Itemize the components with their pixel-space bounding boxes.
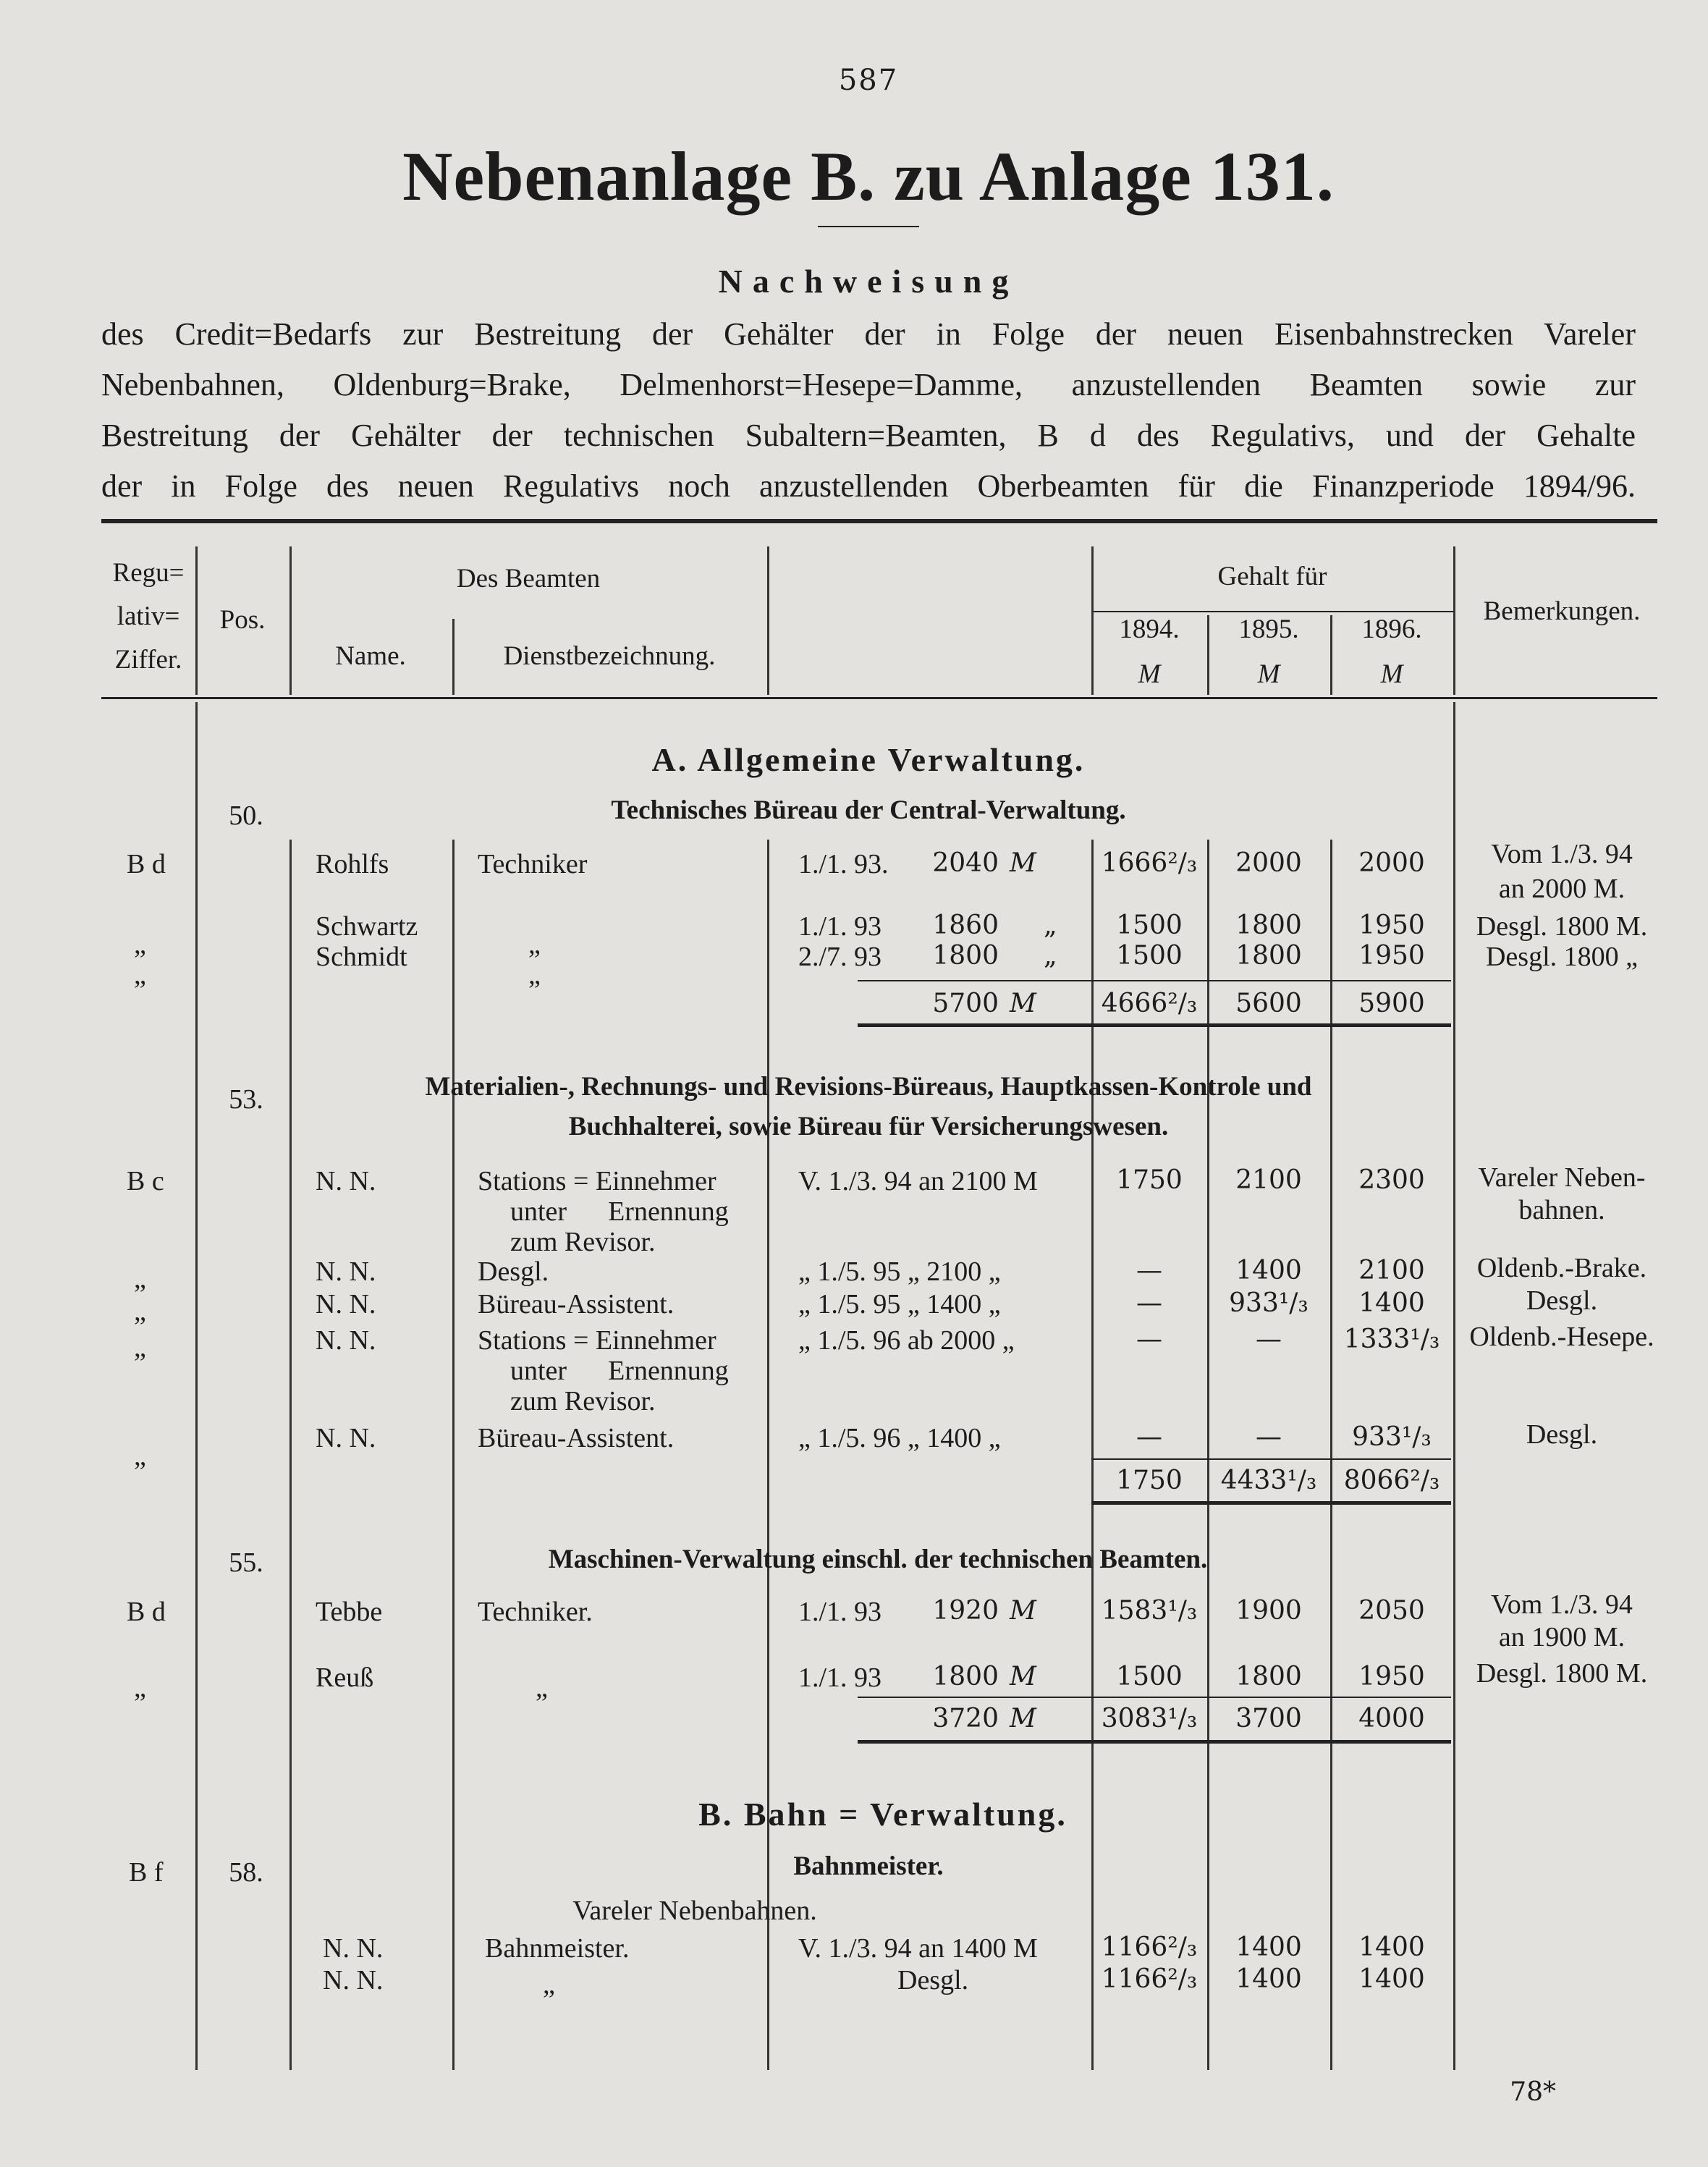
bemerkung: Desgl. <box>1526 1285 1598 1316</box>
dienst: Desgl. <box>478 1256 549 1287</box>
ziffer: „ <box>134 1264 146 1294</box>
betrag: 1800 <box>932 1662 999 1691</box>
value-1895: 1800 <box>1235 911 1302 940</box>
ziffer: „ <box>134 1296 146 1327</box>
section-a-title: A. Allgemeine Verwaltung. <box>651 741 1086 778</box>
header-divider <box>195 546 198 695</box>
header-bemerkungen: Bemerkungen. <box>1483 596 1641 626</box>
dienst: zum Revisor. <box>510 1386 656 1416</box>
bemerkung: Desgl. <box>1526 1419 1598 1450</box>
bemerkung: Oldenb.-Hesepe. <box>1469 1322 1654 1352</box>
bemerkung: Desgl. 1800 „ <box>1485 942 1639 972</box>
header-name: Name. <box>335 641 406 671</box>
name: Reuß <box>316 1663 374 1693</box>
page-title: Nebenanlage B. zu Anlage 131. <box>402 138 1335 215</box>
dienst: Bahnmeister. <box>485 1933 630 1964</box>
subtitle: Nachweisung <box>718 263 1019 300</box>
bemerkung: Vareler Neben- <box>1478 1162 1646 1193</box>
value-1894: 1500 <box>1116 911 1183 940</box>
value-1894: 1750 <box>1116 1165 1183 1195</box>
betrag: 1800 <box>932 941 999 971</box>
dienst: „ <box>528 929 541 960</box>
pos-55: 55. <box>229 1547 263 1578</box>
datum: „ 1./5. 96 ab 2000 „ <box>798 1325 1015 1356</box>
total-1894: 1750 <box>1116 1466 1183 1495</box>
dienst: Stations = Einnehmer <box>478 1325 716 1356</box>
ziffer: „ <box>134 1441 146 1471</box>
dienst: Stations = Einnehmer <box>478 1166 716 1196</box>
page-signature: 78* <box>1510 2077 1556 2107</box>
datum: „ 1./5. 95 „ 1400 „ <box>798 1289 1001 1319</box>
column-rule <box>195 702 198 2070</box>
column-rule <box>452 840 455 2070</box>
total-rule <box>858 980 1451 981</box>
name: N. N. <box>316 1423 376 1453</box>
value-1896: 1400 <box>1358 1932 1425 1962</box>
value-1895: 1900 <box>1235 1596 1302 1626</box>
column-rule <box>767 840 769 2070</box>
datum: 1./1. 93 <box>798 911 882 942</box>
datum: V. 1./3. 94 an 2100 M <box>798 1166 1038 1196</box>
total-double-rule <box>1091 1501 1451 1505</box>
value-1896: 1333¹/₃ <box>1343 1325 1440 1354</box>
value-1895: — <box>1256 1325 1282 1354</box>
value-1896: 1400 <box>1358 1288 1425 1318</box>
bemerkung: Oldenb.-Brake. <box>1476 1253 1647 1283</box>
dienst: unter Ernennung <box>510 1196 729 1227</box>
subsection-58-title: Bahnmeister. <box>793 1851 944 1881</box>
header-dienst: Dienstbezeichnung. <box>503 641 716 671</box>
dienst: „ <box>528 960 541 990</box>
pos-58: 58. <box>229 1857 263 1888</box>
name: Schwartz <box>316 911 418 942</box>
betrag: 2040 <box>932 848 999 878</box>
value-1894: — <box>1136 1422 1162 1452</box>
value-1894: 1583¹/₃ <box>1101 1596 1198 1626</box>
name: N. N. <box>316 1256 376 1287</box>
subsection-53-title-1: Materialien-, Rechnungs- und Revisions-Büreaus, Hauptkassen-Kontrole und <box>425 1072 1312 1102</box>
header-regulativ-3: Ziffer. <box>114 645 182 675</box>
betrag: 1860 <box>932 911 999 940</box>
datum: 2./7. 93 <box>798 942 882 972</box>
total-1895: 4433¹/₃ <box>1220 1466 1317 1495</box>
dienst: Büreau-Assistent. <box>478 1423 675 1453</box>
header-regulativ-1: Regu= <box>112 558 185 588</box>
unit-1896: M <box>1380 659 1403 689</box>
column-rule <box>289 840 292 2070</box>
column-rule <box>1453 702 1455 2070</box>
datum: 1./1. 93 <box>798 1663 882 1693</box>
value-1895: 1800 <box>1235 1662 1302 1691</box>
value-1895: 2000 <box>1235 848 1302 878</box>
bemerkung: Vom 1./3. 94 <box>1491 1589 1633 1620</box>
dienst: „ <box>536 1673 548 1703</box>
value-1896: 1400 <box>1358 1964 1425 1994</box>
header-divider <box>1453 546 1455 695</box>
value-1895: — <box>1256 1422 1282 1452</box>
total-unit: M <box>1010 989 1036 1018</box>
header-pos: Pos. <box>219 605 266 635</box>
name: N. N. <box>323 1965 384 1995</box>
dienst: Büreau-Assistent. <box>478 1289 675 1319</box>
bemerkung: Vom 1./3. 94 <box>1491 839 1633 869</box>
datum: V. 1./3. 94 an 1400 M <box>798 1933 1038 1964</box>
bemerkung: Desgl. 1800 M. <box>1476 1658 1648 1689</box>
value-1896: 1950 <box>1358 941 1425 971</box>
ziffer: „ <box>134 960 146 990</box>
value-1896: 933¹/₃ <box>1352 1422 1432 1452</box>
value-1896: 2000 <box>1358 848 1425 878</box>
datum: 1./1. 93. <box>798 849 889 879</box>
bemerkung: Desgl. 1800 M. <box>1476 911 1648 942</box>
header-divider <box>289 546 292 695</box>
value-1896: 2100 <box>1358 1256 1425 1285</box>
name: Schmidt <box>316 942 407 972</box>
value-1894: 1500 <box>1116 1662 1183 1691</box>
value-1896: 2300 <box>1358 1165 1425 1195</box>
dienst: Techniker <box>478 849 588 879</box>
betrag-unit: M <box>1010 1662 1036 1691</box>
betrag-unit: „ <box>1044 941 1057 971</box>
header-divider <box>452 619 455 695</box>
value-1894: 1666²/₃ <box>1101 848 1198 878</box>
total-betrag: 5700 <box>932 989 999 1018</box>
value-1896: 1950 <box>1358 911 1425 940</box>
header-regulativ-2: lativ= <box>117 601 180 631</box>
description-line-2: Nebenbahnen, Oldenburg=Brake, Delmenhorst=Hesepe=Damme, anzustellenden Beamten sowie zur <box>101 367 1636 402</box>
name: N. N. <box>323 1933 384 1964</box>
title-divider <box>818 226 919 227</box>
ziffer: B f <box>129 1857 164 1888</box>
header-gehalt-fuer: Gehalt für <box>1217 562 1327 591</box>
value-1895: 1800 <box>1235 941 1302 971</box>
ziffer: „ <box>134 1673 146 1703</box>
value-1894: 1166²/₃ <box>1101 1932 1198 1962</box>
unit-1895: M <box>1257 659 1280 689</box>
value-1895: 933¹/₃ <box>1229 1288 1309 1318</box>
total-double-rule <box>858 1023 1451 1027</box>
subsection-53-title-2: Buchhalterei, sowie Büreau für Versicherungswesen. <box>568 1112 1169 1141</box>
total-rule <box>1091 1458 1451 1460</box>
name: N. N. <box>316 1166 376 1196</box>
value-1896: 1950 <box>1358 1662 1425 1691</box>
header-divider <box>1330 615 1332 695</box>
pos-53: 53. <box>229 1084 263 1115</box>
page-number: 587 <box>838 64 899 97</box>
bemerkung: an 2000 M. <box>1498 874 1625 904</box>
subsection-50-title: Technisches Büreau der Central-Verwaltung. <box>611 795 1126 825</box>
total-double-rule <box>858 1740 1451 1744</box>
name: Tebbe <box>316 1597 383 1627</box>
description-line-4: der in Folge des neuen Regulativs noch anzustellenden Oberbeamten für die Finanzperiode 1894/96. <box>101 468 1636 504</box>
total-1896: 8066²/₃ <box>1343 1466 1440 1495</box>
datum: 1./1. 93 <box>798 1597 882 1627</box>
value-1894: 1500 <box>1116 941 1183 971</box>
value-1895: 2100 <box>1235 1165 1302 1195</box>
subsection-vareler: Vareler Nebenbahnen. <box>572 1896 817 1926</box>
ziffer: B d <box>127 849 166 879</box>
total-1894: 3083¹/₃ <box>1101 1704 1198 1733</box>
datum: Desgl. <box>897 1965 969 1995</box>
total-1895: 3700 <box>1235 1704 1302 1733</box>
datum: „ 1./5. 96 „ 1400 „ <box>798 1423 1001 1453</box>
header-1894: 1894. <box>1119 614 1180 644</box>
header-1896: 1896. <box>1361 614 1422 644</box>
name: N. N. <box>316 1325 376 1356</box>
value-1895: 1400 <box>1235 1256 1302 1285</box>
ziffer: B d <box>127 1597 166 1627</box>
total-rule <box>858 1697 1451 1698</box>
header-divider <box>1207 615 1209 695</box>
header-des-beamten: Des Beamten <box>456 564 601 594</box>
value-1896: 2050 <box>1358 1596 1425 1626</box>
name: Rohlfs <box>316 849 389 879</box>
name: N. N. <box>316 1289 376 1319</box>
dienst: Techniker. <box>478 1597 593 1627</box>
total-1894: 4666²/₃ <box>1101 989 1198 1018</box>
total-betrag: 3720 <box>932 1704 999 1733</box>
value-1894: 1166²/₃ <box>1101 1964 1198 1994</box>
header-divider <box>767 546 769 695</box>
section-b-title: B. Bahn = Verwaltung. <box>698 1796 1068 1833</box>
bemerkung: an 1900 M. <box>1498 1622 1625 1652</box>
description-line-3: Bestreitung der Gehälter der technischen Subaltern=Beamten, B d des Regulativs, und der Gehalte <box>101 418 1636 453</box>
betrag-unit: „ <box>1044 911 1057 940</box>
pos-50: 50. <box>229 801 263 831</box>
betrag-unit: M <box>1010 848 1036 878</box>
ziffer: „ <box>134 929 146 960</box>
total-1895: 5600 <box>1235 989 1302 1018</box>
unit-1894: M <box>1138 659 1161 689</box>
total-unit: M <box>1010 1704 1036 1733</box>
value-1895: 1400 <box>1235 1964 1302 1994</box>
datum: „ 1./5. 95 „ 2100 „ <box>798 1256 1001 1287</box>
total-1896: 4000 <box>1358 1704 1425 1733</box>
header-divider <box>1091 546 1094 695</box>
table-top-rule <box>101 519 1657 523</box>
value-1894: — <box>1136 1288 1162 1318</box>
total-1896: 5900 <box>1358 989 1425 1018</box>
dienst: zum Revisor. <box>510 1227 656 1257</box>
subsection-55-title: Maschinen-Verwaltung einschl. der technischen Beamten. <box>548 1545 1208 1574</box>
gehalt-header-rule <box>1093 611 1455 612</box>
value-1894: — <box>1136 1256 1162 1285</box>
value-1895: 1400 <box>1235 1932 1302 1962</box>
bemerkung: bahnen. <box>1518 1195 1605 1225</box>
table-header-rule <box>101 697 1657 699</box>
betrag-unit: M <box>1010 1596 1036 1626</box>
value-1894: — <box>1136 1325 1162 1354</box>
dienst: „ <box>543 1969 555 2000</box>
ziffer: B c <box>127 1166 164 1196</box>
ziffer: „ <box>134 1332 146 1363</box>
dienst: unter Ernennung <box>510 1356 729 1386</box>
header-1895: 1895. <box>1238 614 1299 644</box>
betrag: 1920 <box>932 1596 999 1626</box>
description-line-1: des Credit=Bedarfs zur Bestreitung der Gehälter der in Folge der neuen Eisenbahnstrecken Vareler <box>101 316 1636 352</box>
